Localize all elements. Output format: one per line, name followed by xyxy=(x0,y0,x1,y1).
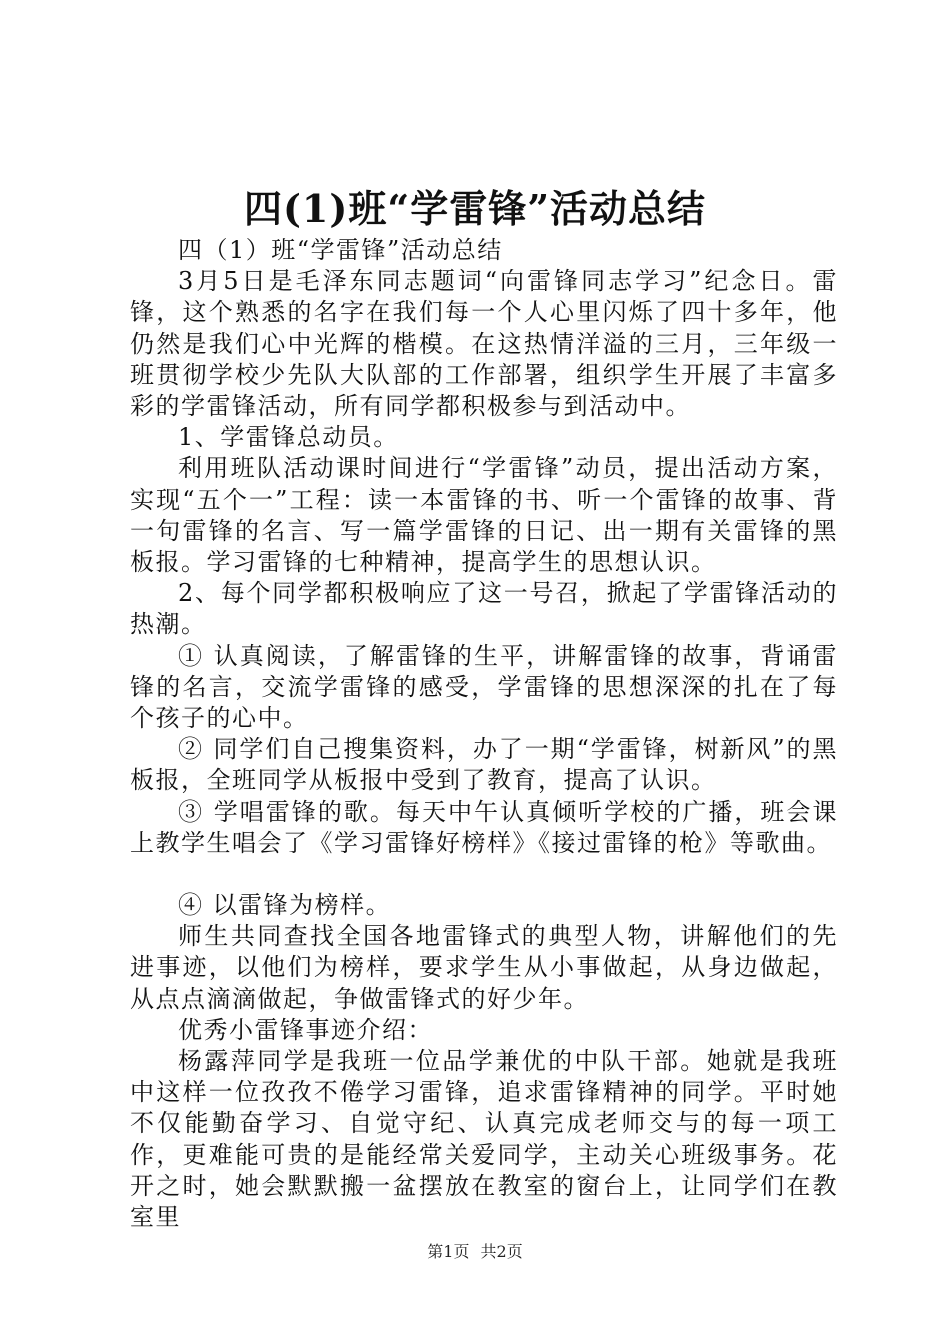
document-title: 四(1)班“学雷锋”活动总结 xyxy=(243,186,707,231)
paragraph-item-4-body: 师生共同查找全国各地雷锋式的典型人物，讲解他们的先进事迹，以他们为榜样，要求学生从小事做起，从身边做起，从点点滴滴做起，争做雷锋式的好少年。 xyxy=(130,922,838,1013)
paragraph-intro: 3月5日是毛泽东同志题词“向雷锋同志学习”纪念日。雷锋，这个熟悉的名字在我们每一个人心里闪烁了四十多年，他仍然是我们心中光辉的楷模。在这热情洋溢的三月，三年级一班贯彻学校少先队大队部的工作部署，组织学生开展了丰富多彩的学雷锋活动，所有同学都积极参与到活动中。 xyxy=(130,267,838,421)
paragraph-exemplar-body: 杨露萍同学是我班一位品学兼优的中队干部。她就是我班中这样一位孜孜不倦学习雷锋，追求雷锋精神的同学。平时她不仅能勤奋学习、自觉守纪、认真完成老师交与的每一项工作，更难能可贵的是能经常关爱同学，主动关心班级事务。花开之时，她会默默搬一盆摆放在教室的窗台上，让同学们在教室里 xyxy=(130,1047,838,1232)
page-footer xyxy=(0,1241,950,1263)
paragraph-item-4: ④ 以雷锋为榜样。 xyxy=(178,891,392,920)
paragraph-exemplar-heading: 优秀小雷锋事迹介绍： xyxy=(178,1015,433,1044)
paragraph-section-2-heading: 2、每个同学都积极响应了这一号召，掀起了学雷锋活动的热潮。 xyxy=(130,579,838,639)
page-total: 共2页 xyxy=(480,1242,523,1261)
page-number: 第1页 xyxy=(427,1242,470,1261)
paragraph-item-1: ① 认真阅读，了解雷锋的生平，讲解雷锋的故事，背诵雷锋的名言，交流学雷锋的感受，学雷锋的思想深深的扎在了每个孩子的心中。 xyxy=(130,641,838,733)
paragraph-item-2: ② 同学们自己搜集资料，办了一期“学雷锋，树新风”的黑板报，全班同学从板报中受到了教育，提高了认识。 xyxy=(130,735,838,795)
paragraph-item-3: ③ 学唱雷锋的歌。每天中午认真倾听学校的广播，班会课上教学生唱会了《学习雷锋好榜样》《接过雷锋的枪》等歌曲。 xyxy=(130,797,838,857)
paragraph-section-1-body: 利用班队活动课时间进行“学雷锋”动员，提出活动方案，实现“五个一”工程：读一本雷锋的书、听一个雷锋的故事、背一句雷锋的名言、写一篇学雷锋的日记、出一期有关雷锋的黑板报。学习雷锋的七种精神，提高学生的思想认识。 xyxy=(130,454,838,577)
document-body xyxy=(130,235,838,1233)
paragraph-subtitle: 四（1）班“学雷锋”活动总结 xyxy=(178,236,503,264)
paragraph-section-1-heading: 1、学雷锋总动员。 xyxy=(178,423,399,452)
